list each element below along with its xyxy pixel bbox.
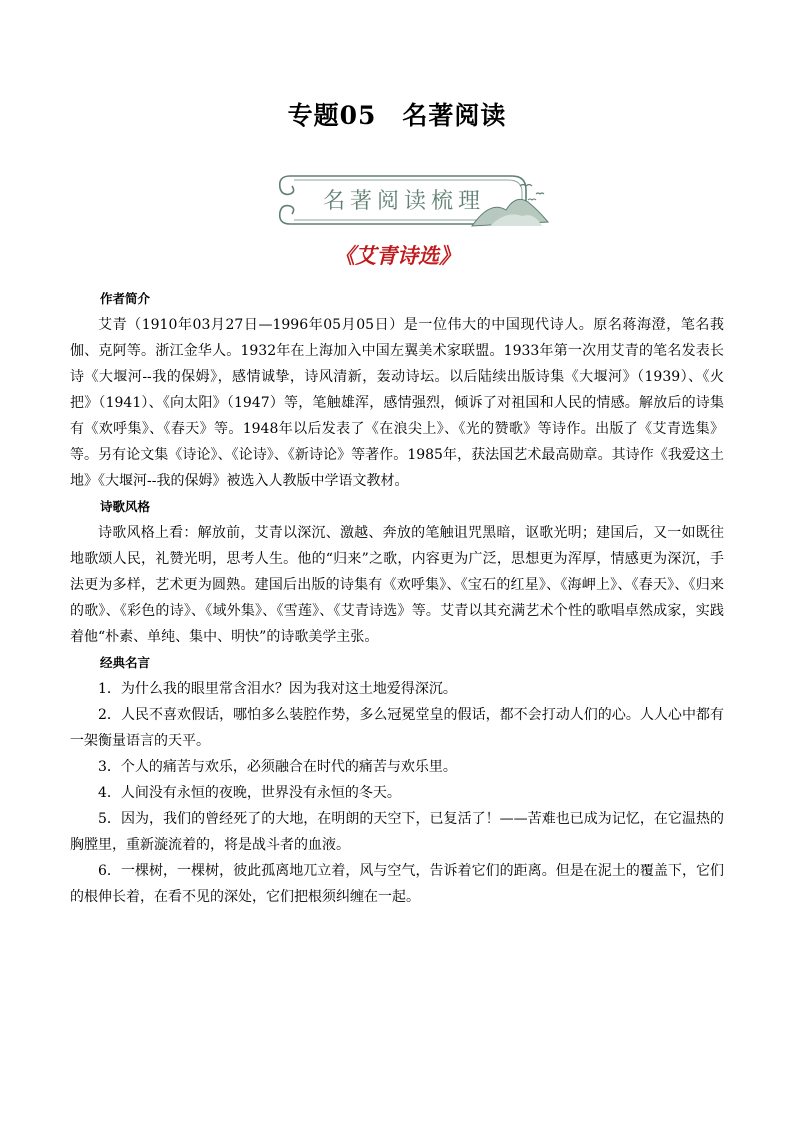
banner-label: 名著阅读梳理 bbox=[322, 189, 485, 214]
quote-item: 6．一棵树，一棵树，彼此孤离地兀立着，风与空气，告诉着它们的距离。但是在泥土的覆盖下，它们的根伸长着，在看不见的深处，它们把根须纠缠在一起。 bbox=[70, 863, 724, 905]
document-body bbox=[70, 286, 724, 910]
page-title: 专题05 名著阅读 bbox=[287, 101, 507, 130]
section-banner bbox=[276, 170, 554, 230]
quote-item: 3．个人的痛苦与欢乐，必须融合在时代的痛苦与欢乐里。 bbox=[98, 759, 457, 775]
quote-item: 5．因为，我们的曾经死了的大地，在明朗的天空下，已复活了！——苦难也已成为记忆，在它温热的胸膛里，重新漩流着的，将是战斗者的血液。 bbox=[70, 811, 724, 853]
section-heading-author: 作者简介 bbox=[100, 291, 151, 306]
quote-item: 2．人民不喜欢假话，哪怕多么装腔作势，多么冠冕堂皇的假话，都不会打动人们的心。人人心中都有一架衡量语言的天平。 bbox=[70, 707, 724, 749]
section-heading-quotes: 经典名言 bbox=[100, 655, 151, 670]
author-paragraph: 艾青（1910年03月27日—1996年05月05日）是一位伟大的中国现代诗人。原名蒋海澄，笔名莪伽、克阿等。浙江金华人。1932年在上海加入中国左翼美术家联盟。1933年第一次用艾青的笔名发表长诗《大堰河--我的保姆》，感情诚挚，诗风清新，轰动诗坛。以后陆续出版诗集《大堰河》（1939）、《火把》（1941）、《向太阳》（1947）等，笔触雄浑，感情强烈，倾诉了对祖国和人民的情感。解放后的诗集有《欢呼集》、《春天》等。1948年以后发表了《在浪尖上》、《光的赞歌》等诗作。出版了《艾青选集》等。另有论文集《诗论》、《论诗》、《新诗论》等著作。1985年，获法国艺术最高勋章。其诗作《我爱这土地》《大堰河--我的保姆》被选入人教版中学语文教材。 bbox=[70, 317, 724, 489]
quote-item: 4．人间没有永恒的夜晚，世界没有永恒的冬天。 bbox=[98, 785, 401, 801]
style-paragraph: 诗歌风格上看：解放前，艾青以深沉、激越、奔放的笔触诅咒黑暗，讴歌光明；建国后，又一如既往地歌颂人民，礼赞光明，思考人生。他的“归来”之歌，内容更为广泛，思想更为浑厚，情感更为深沉，手法更为多样，艺术更为圆熟。建国后出版的诗集有《欢呼集》、《宝石的红星》、《海岬上》、《春天》、《归来的歌》、《彩色的诗》、《域外集》、《雪莲》、《艾青诗选》等。艾青以其充满艺术个性的歌唱卓然成家，实践着他“朴素、单纯、集中、明快”的诗歌美学主张。 bbox=[70, 525, 724, 645]
quote-item: 1．为什么我的眼里常含泪水？因为我对这土地爱得深沉。 bbox=[98, 681, 457, 697]
book-title: 《艾青诗选》 bbox=[334, 243, 460, 268]
section-heading-style: 诗歌风格 bbox=[100, 499, 151, 514]
